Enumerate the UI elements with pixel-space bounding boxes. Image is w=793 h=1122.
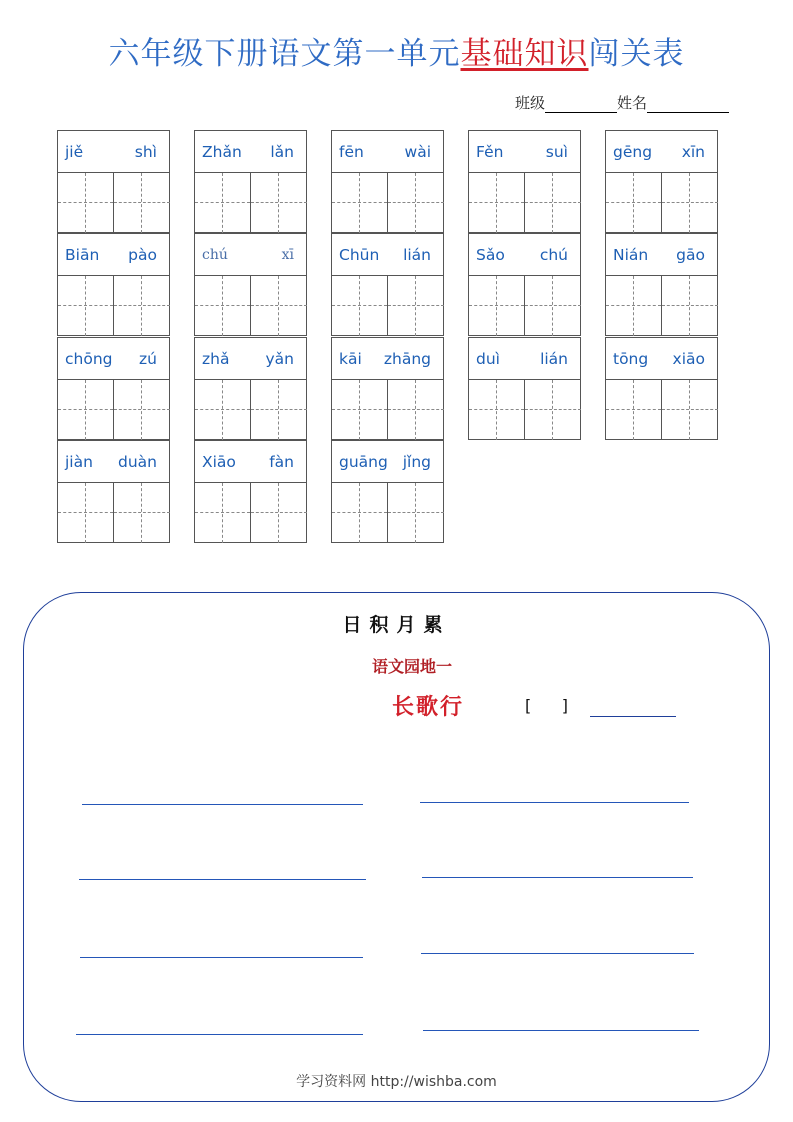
pinyin-syllable: Sǎo [476,245,505,264]
writing-cell[interactable] [195,380,251,440]
pinyin-syllable: kāi [339,349,362,368]
pinyin-card [331,233,444,336]
pinyin-row [58,131,169,173]
pinyin-row [332,234,443,276]
answer-line[interactable] [421,953,694,954]
answer-line[interactable] [80,957,363,958]
pinyin-syllable: duàn [118,452,157,471]
student-info [515,92,729,113]
writing-cell[interactable] [469,380,525,440]
title-suffix: 闯关表 [588,36,685,72]
pinyin-syllable: chōng [65,349,113,368]
pinyin-row [606,338,717,380]
pinyin-syllable: fàn [269,452,294,471]
writing-cell[interactable] [251,483,307,543]
pinyin-row [332,338,443,380]
pinyin-syllable: yǎn [265,349,294,368]
pinyin-card [57,233,170,336]
pinyin-syllable: Nián [613,245,649,264]
writing-cell[interactable] [332,483,388,543]
pinyin-card [605,233,718,336]
pinyin-syllable: Fěn [476,142,504,161]
pinyin-syllable: jiě [65,142,84,161]
pinyin-row [195,131,306,173]
pinyin-syllable: Chūn [339,245,380,264]
writing-cell[interactable] [606,276,662,336]
pinyin-row [195,441,306,483]
answer-line[interactable] [79,879,366,880]
pinyin-card [194,337,307,440]
pinyin-syllable: pào [128,245,157,264]
pinyin-syllable: gāo [676,245,705,264]
pinyin-syllable: jiàn [65,452,93,471]
name-label: 姓名 [617,94,648,112]
pinyin-syllable: tōng [613,349,649,368]
answer-line[interactable] [422,877,693,878]
pinyin-syllable: wài [404,142,431,161]
writing-cell[interactable] [114,276,170,336]
writing-cell[interactable] [662,276,718,336]
pinyin-syllable: lián [540,349,568,368]
pinyin-card [194,440,307,543]
pinyin-syllable: Xiāo [202,452,236,471]
pinyin-card [468,233,581,336]
writing-cell[interactable] [114,483,170,543]
pinyin-card [331,440,444,543]
pinyin-card [468,130,581,233]
writing-cell[interactable] [662,380,718,440]
author-blank[interactable] [590,716,676,717]
footer-watermark: 学习资料网 http://wishba.com [296,1074,497,1090]
pinyin-card [57,440,170,543]
page-title [0,28,793,73]
pinyin-syllable: chú [202,246,228,263]
name-blank[interactable] [647,96,729,113]
writing-cell[interactable] [469,276,525,336]
pinyin-row [469,338,580,380]
title-highlight: 基础知识 [460,36,589,72]
writing-cell[interactable] [388,380,444,440]
pinyin-syllable: lǎn [270,142,294,161]
pinyin-row [195,234,306,276]
pinyin-card [57,130,170,233]
pinyin-card [605,130,718,233]
pinyin-card [57,337,170,440]
section-title: 语文园地一 [372,657,453,676]
pinyin-row [58,234,169,276]
pinyin-syllable: zú [139,349,157,368]
writing-cell[interactable] [662,173,718,233]
pinyin-row [332,131,443,173]
pinyin-row [58,441,169,483]
writing-cell[interactable] [58,380,114,440]
pinyin-syllable: guāng [339,452,388,471]
writing-cell[interactable] [195,173,251,233]
writing-cell[interactable] [251,276,307,336]
pinyin-card [194,130,307,233]
writing-cell[interactable] [388,173,444,233]
pinyin-syllable: Zhǎn [202,142,242,161]
pinyin-syllable: Biān [65,245,100,264]
answer-line[interactable] [420,802,689,803]
writing-cell[interactable] [251,173,307,233]
writing-cell[interactable] [332,173,388,233]
dynasty-bracket[interactable]: [ ] [525,696,568,715]
pinyin-syllable: zhāng [383,349,431,368]
pinyin-row [332,441,443,483]
pinyin-card [468,337,581,440]
writing-cell[interactable] [332,276,388,336]
pinyin-syllable: xīn [681,142,705,161]
writing-cell[interactable] [58,483,114,543]
pinyin-card [331,130,444,233]
answer-line[interactable] [76,1034,363,1035]
writing-cell[interactable] [58,173,114,233]
pinyin-syllable: fēn [339,142,364,161]
pinyin-row [469,234,580,276]
writing-cell[interactable] [525,173,581,233]
class-blank[interactable] [545,96,617,113]
answer-line[interactable] [423,1030,699,1031]
pinyin-row [606,131,717,173]
poem-title: 长歌行 [392,694,465,720]
pinyin-row [606,234,717,276]
answer-line[interactable] [82,804,363,805]
writing-cell[interactable] [469,173,525,233]
pinyin-syllable: jǐng [402,452,431,471]
writing-cell[interactable] [388,276,444,336]
pinyin-syllable: shì [134,142,157,161]
writing-cell[interactable] [606,173,662,233]
pinyin-card [194,233,307,336]
pinyin-row [195,338,306,380]
writing-cell[interactable] [58,276,114,336]
writing-cell[interactable] [525,276,581,336]
pinyin-syllable: xiāo [672,349,705,368]
writing-cell[interactable] [332,380,388,440]
writing-cell[interactable] [114,173,170,233]
writing-cell[interactable] [114,380,170,440]
title-prefix: 六年级下册语文第一单元 [108,36,461,72]
writing-cell[interactable] [195,276,251,336]
box-heading: 日积月累 [342,614,451,636]
pinyin-card [605,337,718,440]
writing-cell[interactable] [606,380,662,440]
writing-cell[interactable] [195,483,251,543]
writing-cell[interactable] [251,380,307,440]
pinyin-syllable: gēng [613,142,653,161]
pinyin-syllable: lián [403,245,431,264]
writing-cell[interactable] [388,483,444,543]
pinyin-syllable: duì [476,349,500,368]
pinyin-syllable: zhǎ [202,349,230,368]
class-label: 班级 [515,94,546,112]
pinyin-row [469,131,580,173]
pinyin-syllable: chú [539,245,568,264]
pinyin-syllable: xī [281,246,294,263]
pinyin-syllable: suì [545,142,568,161]
writing-cell[interactable] [525,380,581,440]
pinyin-row [58,338,169,380]
pinyin-card [331,337,444,440]
